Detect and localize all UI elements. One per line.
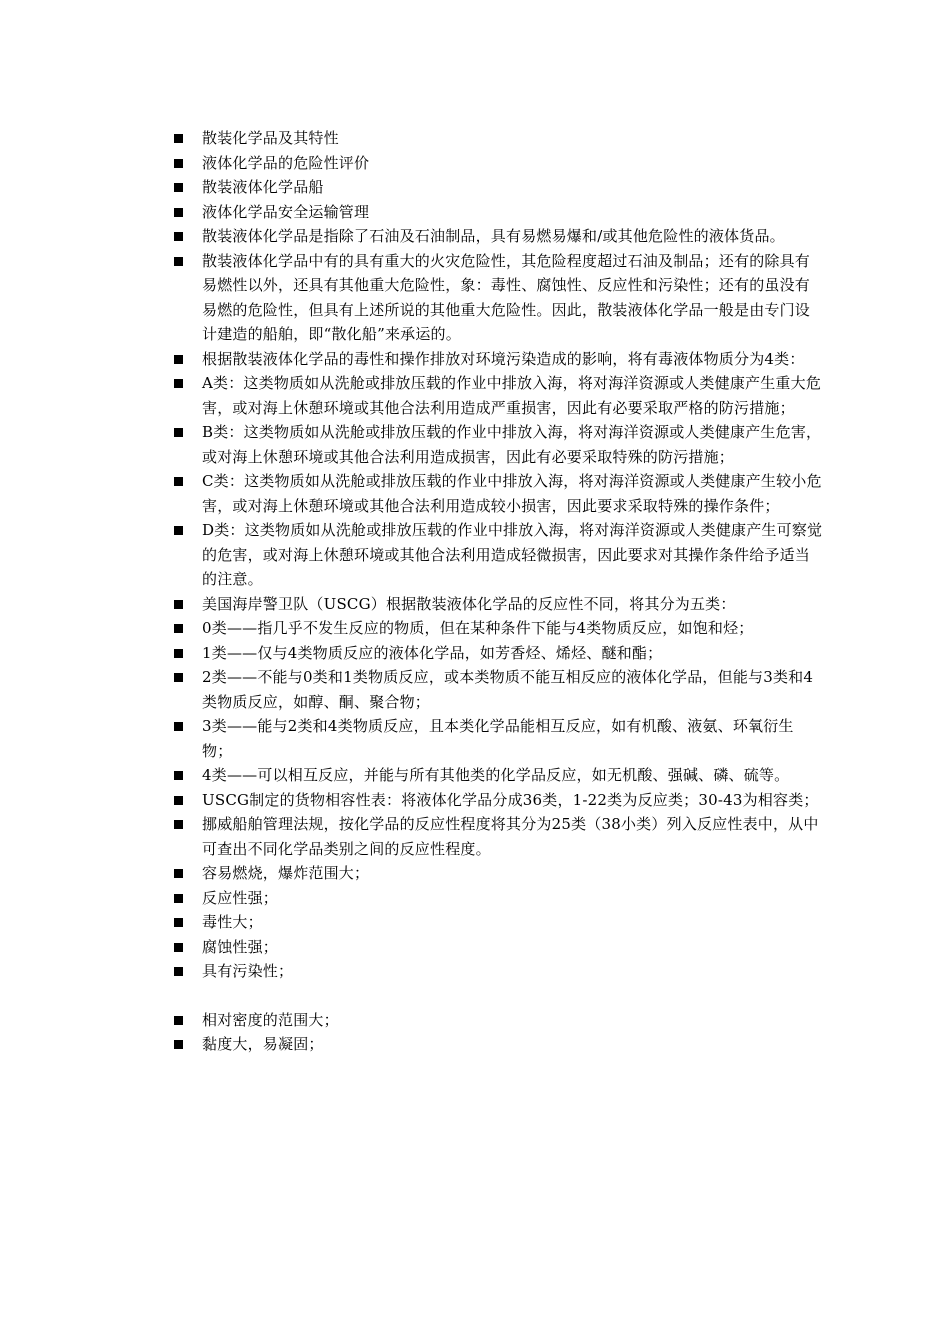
list-item-text: 散装液体化学品是指除了石油及石油制品，具有易燃易爆和/或其他危险性的液体货品。 (202, 227, 785, 245)
list-item (173, 126, 823, 151)
list-item-text: 黏度大，易凝固； (202, 1035, 324, 1053)
list-item (173, 224, 823, 249)
list-item-text: 4类——可以相互反应，并能与所有其他类的化学品反应，如无机酸、强碱、磷、硫等。 (202, 766, 790, 784)
square-bullet-icon (174, 673, 183, 682)
list-item (173, 347, 823, 372)
square-bullet-icon (174, 208, 183, 217)
square-bullet-icon (174, 918, 183, 927)
list-item-text: B类：这类物质如从洗舱或排放压载的作业中排放入海，将对海洋资源或人类健康产生危害，或对海上休憩环境或其他合法利用造成损害，因此有必要采取特殊的防污措施； (202, 423, 822, 466)
square-bullet-icon (174, 771, 183, 780)
square-bullet-icon (174, 1016, 183, 1025)
list-item (173, 812, 823, 861)
square-bullet-icon (174, 820, 183, 829)
square-bullet-icon (174, 257, 183, 266)
list-item (173, 1008, 823, 1033)
square-bullet-icon (174, 649, 183, 658)
square-bullet-icon (174, 1040, 183, 1049)
list-item-text: 美国海岸警卫队（USCG）根据散装液体化学品的反应性不同，将其分为五类： (202, 594, 736, 613)
list-item (173, 886, 823, 911)
list-item (173, 641, 823, 666)
list-item (173, 763, 823, 788)
list-item-text: 根据散装液体化学品的毒性和操作排放对环境污染造成的影响，将有毒液体物质分为4类： (202, 349, 805, 368)
list-item-text: 液体化学品的危险性评价 (202, 153, 370, 172)
list-item-text: A类：这类物质如从洗舱或排放压载的作业中排放入海，将对海洋资源或人类健康产生重大危害，或对海上休憩环境或其他合法利用造成严重损害，因此有必要采取严格的防污措施； (202, 374, 822, 417)
square-bullet-icon (174, 183, 183, 192)
list-item-text: 反应性强； (202, 888, 279, 907)
list-item-text: 液体化学品安全运输管理 (202, 202, 370, 221)
list-item-text: 1类——仅与4类物质反应的液体化学品，如芳香烃、烯烃、醚和酯； (202, 643, 663, 662)
list-item (173, 665, 823, 714)
bullet-list (173, 126, 823, 1057)
list-item-text: 散装化学品及其特性 (202, 129, 339, 147)
list-item-text: 具有污染性； (202, 962, 294, 980)
list-item-text: 3类——能与2类和4类物质反应，且本类化学品能相互反应，如有机酸、液氨、环氧衍生物； (202, 717, 794, 760)
list-item (173, 788, 823, 813)
square-bullet-icon (174, 379, 183, 388)
square-bullet-icon (174, 526, 183, 535)
square-bullet-icon (174, 600, 183, 609)
list-item-text: 挪威船舶管理法规，按化学品的反应性程度将其分为25类（38小类）列入反应性表中，从中可查出不同化学品类别之间的反应性程度。 (202, 815, 819, 858)
list-item (173, 861, 823, 886)
list-item-text: 散装液体化学品船 (202, 178, 324, 196)
list-item-text: C类：这类物质如从洗舱或排放压载的作业中排放入海，将对海洋资源或人类健康产生较小危害，或对海上休憩环境或其他合法利用造成较小损害，因此要求采取特殊的操作条件； (202, 472, 822, 515)
square-bullet-icon (174, 624, 183, 633)
square-bullet-icon (174, 355, 183, 364)
square-bullet-icon (174, 796, 183, 805)
list-item-text: 2类——不能与0类和1类物质反应，或本类物质不能互相反应的液体化学品，但能与3类和4类物质反应，如醇、酮、聚合物； (202, 668, 814, 711)
list-item (173, 910, 823, 935)
list-item (173, 420, 823, 469)
list-item (173, 249, 823, 347)
square-bullet-icon (174, 894, 183, 903)
list-item (173, 1032, 823, 1057)
list-item-text: 0类——指几乎不发生反应的物质，但在某种条件下能与4类物质反应，如饱和烃； (202, 619, 754, 637)
square-bullet-icon (174, 943, 183, 952)
list-item (173, 175, 823, 200)
square-bullet-icon (174, 869, 183, 878)
square-bullet-icon (174, 159, 183, 168)
list-item (173, 469, 823, 518)
list-item (173, 151, 823, 176)
square-bullet-icon (174, 232, 183, 241)
list-item (173, 959, 823, 984)
square-bullet-icon (174, 967, 183, 976)
list-item-text: 相对密度的范围大； (202, 1010, 339, 1029)
list-item (173, 935, 823, 960)
list-item-text: 毒性大； (202, 913, 263, 931)
list-item (173, 200, 823, 225)
square-bullet-icon (174, 134, 183, 143)
square-bullet-icon (174, 428, 183, 437)
square-bullet-icon (174, 722, 183, 731)
list-item-text: 容易燃烧，爆炸范围大； (202, 864, 370, 882)
list-item-text: 散装液体化学品中有的具有重大的火灾危险性，其危险程度超过石油及制品；还有的除具有易燃性以外，还具有其他重大危险性，象：毒性、腐蚀性、反应性和污染性；还有的虽没有易燃的危险性，但具有上述所说的其他重大危险性。因此，散装液体化学品一般是由专门设计建造的船舶，即“散化船”来承运的。 (202, 251, 811, 343)
square-bullet-icon (174, 477, 183, 486)
list-item (173, 616, 823, 641)
list-item (173, 371, 823, 420)
list-item (173, 592, 823, 617)
list-item (173, 518, 823, 592)
list-item (173, 714, 823, 763)
list-item-text: 腐蚀性强； (202, 937, 279, 956)
list-item-text: D类：这类物质如从洗舱或排放压载的作业中排放入海，将对海洋资源或人类健康产生可察觉的危害，或对海上休憩环境或其他合法利用造成轻微损害，因此要求对其操作条件给予适当的注意。 (202, 521, 823, 588)
list-item-text: USCG制定的货物相容性表：将液体化学品分成36类，1-22类为反应类；30-43为相容类； (202, 790, 819, 809)
